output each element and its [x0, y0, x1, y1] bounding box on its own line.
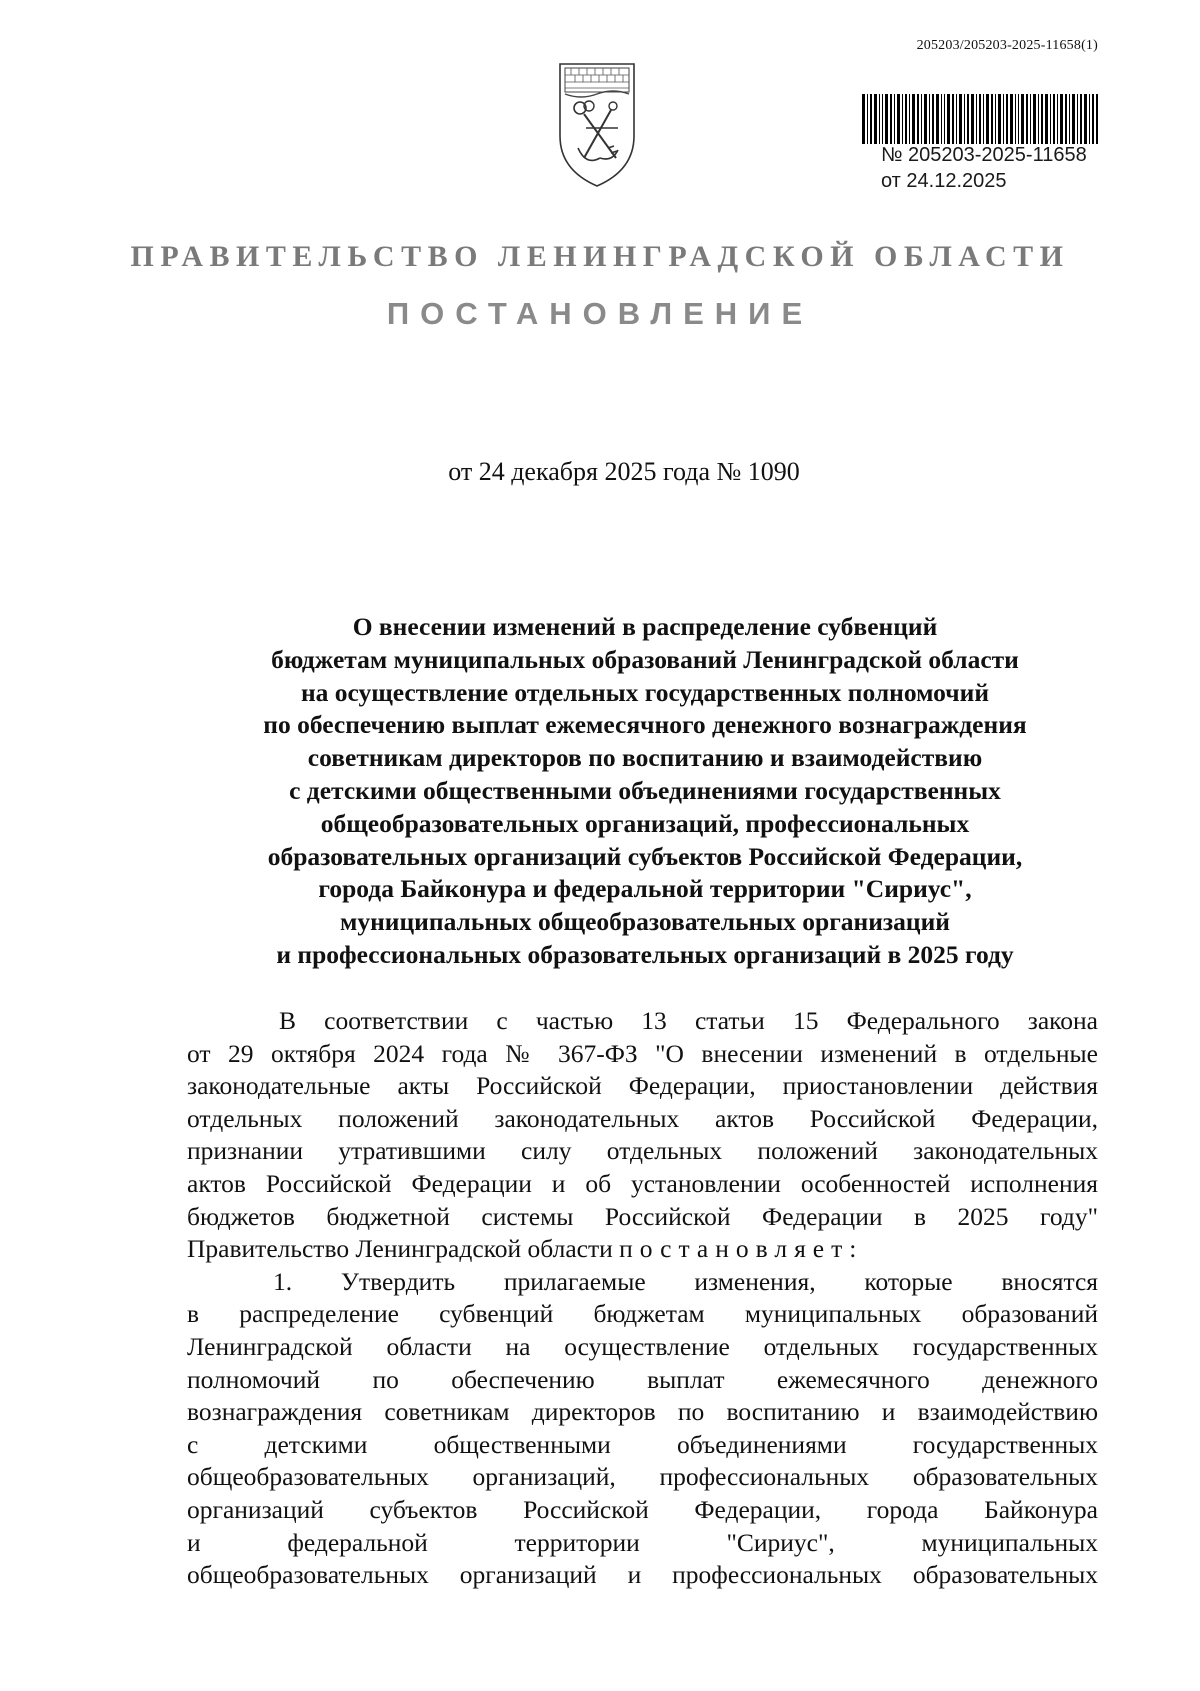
enacting-verb: постановляет:: [619, 1234, 864, 1264]
document-date-number: от 24 декабря 2025 года № 1090: [448, 457, 800, 486]
body-line: [187, 1233, 1098, 1266]
title-line: О внесении изменений в распределение субвенций: [352, 612, 938, 641]
title-line: на осуществление отдельных государственных полномочий: [300, 677, 990, 707]
body-line: общеобразовательных организаций и профессиональных образовательных: [187, 1560, 1098, 1590]
body-line: в распределение субвенций бюджетам муниципальных образований: [187, 1299, 1098, 1329]
registration-number: № 205203-2025-11658: [881, 144, 1087, 166]
document-body: [187, 1005, 1098, 1592]
issuer-heading: ПРАВИТЕЛЬСТВО ЛЕНИНГРАДСКОЙ ОБЛАСТИ: [130, 240, 1070, 273]
title-line: по обеспечению выплат ежемесячного денежного вознаграждения: [263, 710, 1027, 740]
body-line: 1. Утвердить прилагаемые изменения, которые вносятся: [273, 1266, 1098, 1296]
body-line: отдельных положений законодательных актов Российской Федерации,: [187, 1103, 1098, 1133]
title-line: советникам директоров по воспитанию и взаимодействию: [307, 743, 983, 773]
body-line: признании утратившими силу отдельных положений законодательных: [187, 1136, 1098, 1166]
body-line: от 29 октября 2024 года № 367-ФЗ "О внесении изменений в отдельные: [187, 1038, 1098, 1068]
title-line: бюджетам муниципальных образований Ленинградской области: [271, 644, 1019, 674]
body-line: общеобразовательных организаций, профессиональных образовательных: [187, 1462, 1098, 1492]
body-line: вознаграждения советникам директоров по воспитанию и взаимодействию: [187, 1397, 1098, 1427]
title-line: города Байконура и федеральной территории "Сириус",: [318, 874, 972, 904]
title-line: муниципальных общеобразовательных организаций: [339, 907, 950, 937]
body-line: законодательные акты Российской Федерации, приостановлении действия: [187, 1071, 1098, 1101]
top-reference-number: 205203/205203-2025-11658(1): [916, 38, 1098, 53]
title-line: и профессиональных образовательных организаций в 2025 году: [276, 939, 1014, 969]
enacting-subject: Правительство Ленинградской области: [187, 1234, 613, 1264]
barcode-icon: [862, 94, 1098, 144]
body-line: с детскими общественными объединениями государственных: [187, 1429, 1098, 1459]
title-line: с детскими общественными объединениями государственных: [289, 775, 1001, 805]
body-line: и федеральной территории "Сириус", муниципальных: [187, 1527, 1098, 1557]
registration-date: от 24.12.2025: [881, 170, 1007, 192]
title-line: образовательных организаций субъектов Российской Федерации,: [267, 841, 1023, 871]
leningrad-oblast-coat-of-arms-icon: [556, 58, 638, 190]
body-line: Ленинградской области на осуществление отдельных государственных: [187, 1331, 1098, 1361]
body-line: бюджетов бюджетной системы Российской Федерации в 2025 году": [187, 1201, 1098, 1231]
body-line: полномочий по обеспечению выплат ежемесячного денежного: [187, 1364, 1098, 1394]
title-line: общеобразовательных организаций, профессиональных: [320, 808, 970, 838]
body-line: организаций субъектов Российской Федерации, города Байконура: [187, 1494, 1098, 1524]
document-type-heading: ПОСТАНОВЛЕНИЕ: [386, 296, 814, 331]
document-title: [150, 611, 1140, 972]
body-line: актов Российской Федерации и об установлении особенностей исполнения: [187, 1168, 1098, 1198]
body-line: В соответствии с частью 13 статьи 15 Федерального закона: [279, 1006, 1098, 1035]
